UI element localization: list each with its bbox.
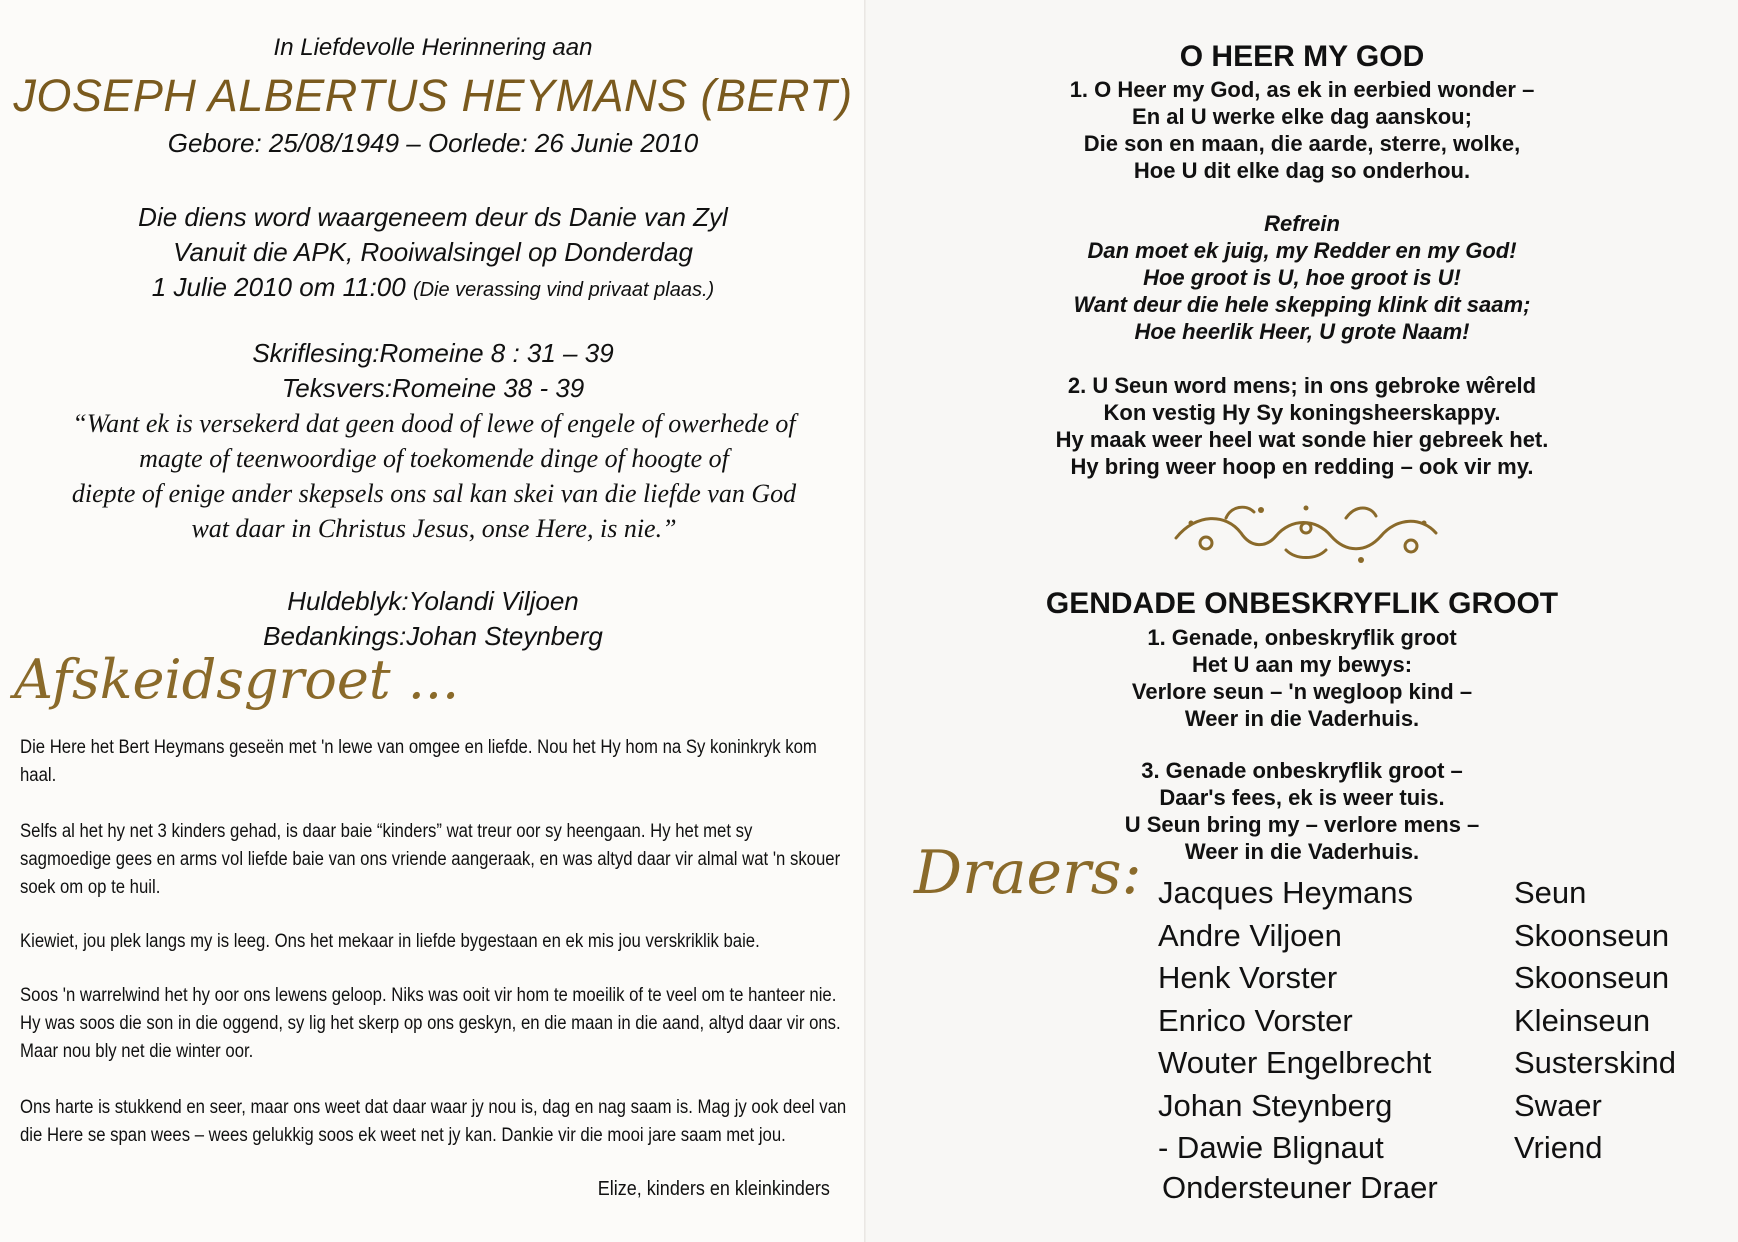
verse-line: Hy maak weer heel wat sonde hier gebreek het. — [1055, 427, 1549, 452]
farewell-paragraph: Selfs al het hy net 3 kinders gehad, is daar baie “kinders” wat treur oor sy heengaan. Hy het met sy sagmoedige gees en arms vol liefde baie van ons vriende aangeraak, en was altyd daar vir almal wat 'n skouer soek om op te huil. — [20, 821, 841, 898]
refrain-title: Refrein — [1264, 211, 1340, 236]
bearer-name: - Dawie Blignaut — [1158, 1130, 1384, 1165]
service-note: (Die verassing vind privaat plaas.) — [412, 279, 715, 301]
hymn1-title: O HEER MY GOD — [1179, 40, 1425, 73]
verse-line: 2. U Seun word mens; in ons gebroke wêreld — [1067, 373, 1537, 398]
left-page — [0, 0, 866, 1242]
scripture-reading: Skriflesing:Romeine 8 : 31 – 39 — [252, 338, 614, 368]
verse-line: 3. Genade onbeskryflik groot – — [1141, 758, 1463, 783]
service-line — [0, 270, 866, 308]
verse-line: Verlore seun – 'n wegloop kind – — [1131, 679, 1473, 704]
farewell-paragraph: Soos 'n warrelwind het hy oor ons lewens geloop. Niks was ooit vir hom te moeilik of te veel om te hanteer nie. Hy was soos die son in die oggend, sy lig het skerp op ons geskyn, en die maan in die aand, altyd daar vir ons. Maar nou bly net die winter oor. — [20, 985, 841, 1062]
bearer-name: Jacques Heymans — [1158, 875, 1414, 910]
bearer-name: Enrico Vorster — [1158, 1002, 1353, 1038]
floral-ornament-icon — [1166, 498, 1446, 568]
quote-line: “Want ek is versekerd dat geen dood of lewe of engele of owerhede of — [72, 409, 796, 438]
quote-line: diepte of enige ander skepsels ons sal kan skei van die liefde van God — [71, 479, 797, 508]
hymn2-verse1 — [866, 624, 1738, 732]
text-verse: Teksvers:Romeine 38 - 39 — [281, 373, 585, 403]
signature: Elize, kinders en kleinkinders — [597, 1178, 830, 1200]
verse-line: Hy bring weer hoop en redding – ook vir my. — [1070, 454, 1534, 479]
hymn1-verse2 — [866, 372, 1738, 480]
service-line: Die diens word waargeneem deur ds Danie van Zyl — [138, 202, 728, 232]
verse-line: 1. O Heer my God, as ek in eerbied wonder – — [1069, 77, 1535, 102]
bearer-relation: Susterskind — [1514, 1045, 1676, 1080]
farewell-paragraph: Ons harte is stukkend en seer, maar ons weet dat daar waar jy nou is, dag en nag saam is. Mag jy ook deel van die Here se span wees – wees gelukkig soos ek weet net jy kan. Dankie vir die mooi jare saam met jou. — [20, 1097, 847, 1146]
quote-line: wat daar in Christus Jesus, onse Here, is nie.” — [191, 514, 677, 543]
verse-line: Weer in die Vaderhuis. — [1184, 839, 1420, 864]
refrain-line: Hoe groot is U, hoe groot is U! — [1143, 265, 1461, 290]
tributes-block — [0, 584, 866, 654]
refrain-line: Dan moet ek juig, my Redder en my God! — [1087, 238, 1517, 263]
verse-line: Kon vestig Hy Sy koningsheerskappy. — [1103, 400, 1501, 425]
refrain-line: Want deur die hele skepping klink dit saam; — [1073, 292, 1531, 317]
support-bearer: Ondersteuner Draer — [1162, 1170, 1438, 1205]
bearers-heading: Draers: — [914, 838, 1142, 908]
life-dates: Gebore: 25/08/1949 – Oorlede: 26 Junie 2010 — [167, 128, 699, 158]
bearer-name: Wouter Engelbrecht — [1158, 1045, 1432, 1080]
bearer-relation: Seun — [1514, 875, 1587, 910]
verse-line: 1. Genade, onbeskryflik groot — [1147, 625, 1457, 650]
deceased-name: JOSEPH ALBERTUS HEYMANS (BERT) — [13, 70, 853, 121]
verse-line: En al U werke elke dag aanskou; — [1132, 104, 1472, 129]
intro-line: In Liefdevolle Herinnering aan — [273, 34, 593, 61]
bearer-name: Johan Steynberg — [1158, 1087, 1393, 1123]
verse-line: Het U aan my bewys: — [1191, 652, 1413, 677]
verse-line: Die son en maan, die aarde, sterre, wolke, — [1083, 131, 1521, 156]
scripture-block — [0, 336, 866, 406]
verse-line: U Seun bring my – verlore mens – — [1124, 812, 1480, 837]
bearer-relation: Swaer — [1514, 1087, 1602, 1123]
bearer-relation: Skoonseun — [1514, 917, 1670, 953]
service-datetime: 1 Julie 2010 om 11:00 — [151, 272, 406, 302]
quote-line: magte of teenwoordige of toekomende dinge of hoogte of — [139, 444, 729, 473]
verse-line: Hoe U dit elke dag so onderhou. — [1133, 158, 1471, 183]
hymn1-verse1 — [866, 76, 1738, 184]
bearer-relation: Vriend — [1514, 1130, 1603, 1165]
hymn2-title: GENDADE ONBESKRYFLIK GROOT — [1045, 587, 1559, 620]
bible-quote — [14, 406, 854, 546]
refrain-line: Hoe heerlik Heer, U grote Naam! — [1134, 319, 1470, 344]
service-info — [0, 200, 866, 308]
bearer-relations — [1514, 872, 1676, 1170]
farewell-paragraph: Die Here het Bert Heymans geseën met 'n lewe van omgee en liefde. Nou het Hy hom na Sy koninkryk kom haal. — [20, 737, 817, 786]
tribute-line: Huldeblyk:Yolandi Viljoen — [287, 586, 579, 616]
service-line: Vanuit die APK, Rooiwalsingel op Donderdag — [173, 237, 693, 267]
bearer-relation: Skoonseun — [1514, 960, 1670, 995]
verse-line: Weer in die Vaderhuis. — [1184, 706, 1420, 731]
bearer-name: Henk Vorster — [1158, 960, 1338, 995]
refrain — [866, 237, 1738, 345]
verse-line: Daar's fees, ek is weer tuis. — [1159, 785, 1445, 810]
bearer-names — [1158, 872, 1431, 1170]
bearer-relation: Kleinseun — [1514, 1002, 1651, 1038]
farewell-paragraph: Kiewiet, jou plek langs my is leeg. Ons het mekaar in liefde bygestaan en ek mis jou verskriklik baie. — [20, 931, 760, 952]
farewell-heading: Afskeidsgroet ... — [14, 648, 460, 711]
thanks-line: Bedankings:Johan Steynberg — [263, 621, 603, 651]
right-page — [866, 0, 1738, 1242]
bearer-name: Andre Viljoen — [1158, 917, 1342, 953]
